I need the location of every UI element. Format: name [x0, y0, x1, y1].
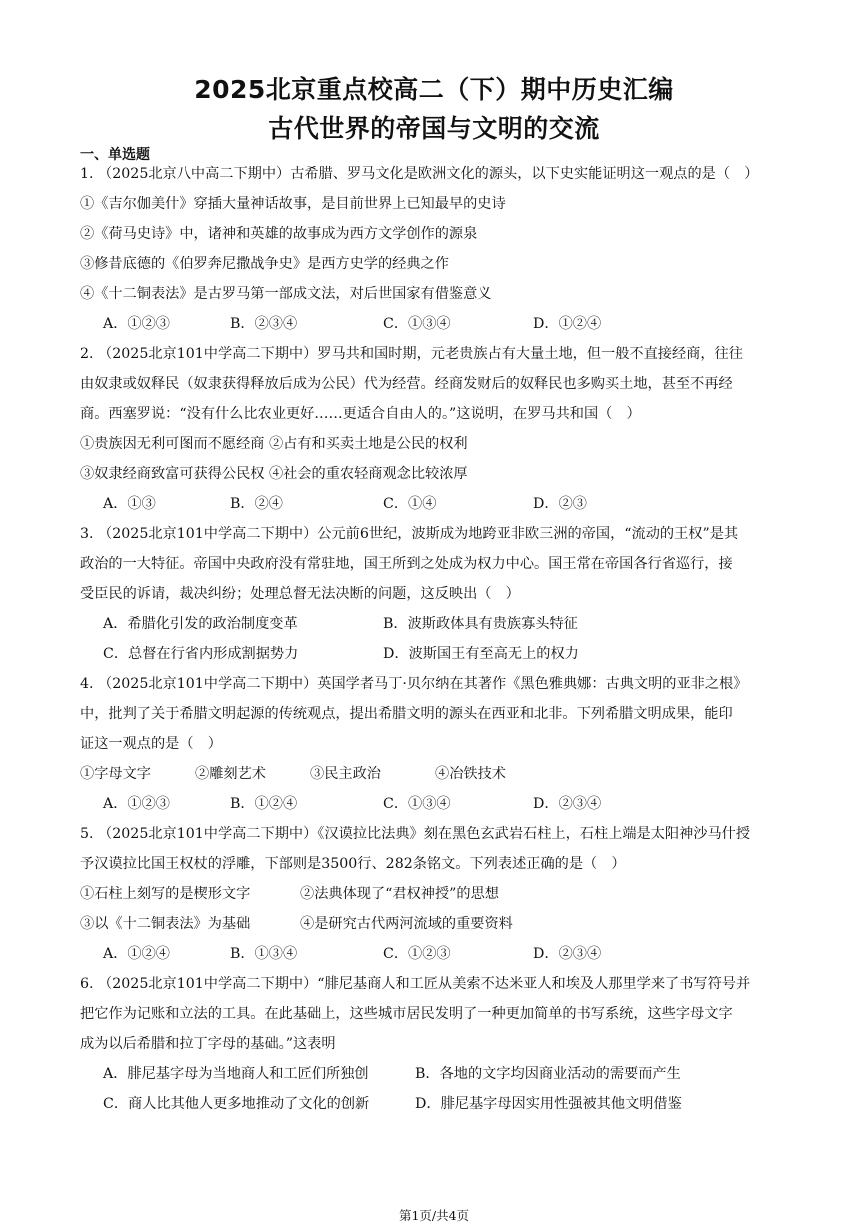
question-stem: 予汉谟拉比国王权杖的浮雕，下部则是3500行、282条铭文。下列表述正确的是（ ）	[80, 856, 626, 872]
statement-item: ③奴隶经商致富可获得公民权 ④社会的重农轻商观念比较浓厚	[80, 466, 468, 482]
option-d: D．腓尼基字母因实用性强被其他文明借鉴	[415, 1096, 682, 1112]
document-subtitle: 古代世界的帝国与文明的交流	[268, 114, 600, 143]
question-stem: 5. （2025北京101中学高二下期中）《汉谟拉比法典》刻在黑色玄武岩石柱上，石柱上端是太阳神沙马什授	[80, 826, 751, 842]
question-stem: 1. （2025北京八中高二下期中）古希腊、罗马文化是欧洲文化的源头，以下史实能证明这一观点的是（ ）	[80, 166, 759, 182]
option-a: A．①②③	[103, 316, 170, 332]
option-d: D．波斯国王有至高无上的权力	[383, 646, 579, 662]
option-c: C．①②③	[383, 946, 451, 962]
option-c: C．①③④	[383, 316, 451, 332]
option-b: B．①③④	[230, 946, 298, 962]
option-b: B．①②④	[230, 796, 298, 812]
statement-item: ①《吉尔伽美什》穿插大量神话故事，是目前世界上已知最早的史诗	[80, 196, 506, 212]
option-d: D．②③④	[533, 946, 602, 962]
option-b: B．各地的文字均因商业活动的需要而产生	[415, 1066, 681, 1082]
question-stem: 3. （2025北京101中学高二下期中）公元前6世纪，波斯成为地跨亚非欧三洲的帝国，“流动的王权”是其	[80, 526, 739, 542]
option-d: D．①②④	[533, 316, 602, 332]
question-stem: 政治的一大特征。帝国中央政府没有常驻地，国王所到之处成为权力中心。国王常在帝国各行省巡行，接	[80, 556, 733, 572]
question-stem: 商。西塞罗说：“没有什么比农业更好……更适合自由人的。”这说明，在罗马共和国（ ）	[80, 406, 641, 422]
option-a: A．①②③	[103, 796, 170, 812]
option-a: A．腓尼基字母为当地商人和工匠们所独创	[103, 1066, 369, 1082]
option-c: C．①④	[383, 496, 437, 512]
question-stem: 证这一观点的是（ ）	[80, 736, 222, 752]
question-stem: 中，批判了关于希腊文明起源的传统观点，提出希腊文明的源头在西亚和北非。下列希腊文明成果，能印	[80, 706, 733, 722]
question-stem: 6. （2025北京101中学高二下期中）“腓尼基商人和工匠从美索不达米亚人和埃及人那里学来了书写符号并	[80, 976, 751, 992]
question-stem: 4. （2025北京101中学高二下期中）英国学者马丁·贝尔纳在其著作《黑色雅典娜：古典文明的亚非之根》	[80, 676, 748, 692]
statement-item: ①石柱上刻写的是楔形文字	[80, 886, 251, 902]
question-stem: 2. （2025北京101中学高二下期中）罗马共和国时期，元老贵族占有大量土地，但一般不直接经商，往往	[80, 346, 743, 362]
option-a: A．①③	[103, 496, 156, 512]
statement-item: ②法典体现了“君权神授”的思想	[300, 886, 499, 902]
option-c: C．总督在行省内形成割据势力	[103, 646, 299, 662]
statement-item: ③民主政治	[310, 766, 381, 782]
option-b: B．②④	[230, 496, 283, 512]
statement-item: ①字母文字	[80, 766, 151, 782]
statement-item: ④是研究古代两河流域的重要资料	[300, 916, 513, 932]
option-d: D．②③	[533, 496, 587, 512]
question-stem: 把它作为记账和立法的工具。在此基础上，这些城市居民发明了一种更加简单的书写系统，这些字母文字	[80, 1006, 733, 1022]
statement-item: ②《荷马史诗》中，诸神和英雄的故事成为西方文学创作的源泉	[80, 226, 478, 242]
document-title: 2025北京重点校高二（下）期中历史汇编	[194, 75, 674, 104]
question-stem: 由奴隶或奴释民（奴隶获得释放后成为公民）代为经营。经商发财后的奴释民也多购买土地，甚至不再经	[80, 376, 733, 392]
option-a: A．①②④	[103, 946, 170, 962]
question-stem: 受臣民的诉请，裁决纠纷；处理总督无法决断的问题，这反映出（ ）	[80, 586, 520, 602]
option-b: B．波斯政体具有贵族寡头特征	[383, 616, 578, 632]
statement-item: ①贵族因无利可图而不愿经商 ②占有和买卖土地是公民的权利	[80, 436, 468, 452]
option-c: C．商人比其他人更多地推动了文化的创新	[103, 1096, 370, 1112]
option-a: A．希腊化引发的政治制度变革	[103, 616, 298, 632]
statement-item: ④冶铁技术	[435, 766, 506, 782]
question-stem: 成为以后希腊和拉丁字母的基础。”这表明	[80, 1036, 336, 1052]
statement-item: ④《十二铜表法》是古罗马第一部成文法，对后世国家有借鉴意义	[80, 286, 492, 302]
option-b: B．②③④	[230, 316, 298, 332]
section-heading: 一、单选题	[80, 147, 150, 163]
option-c: C．①③④	[383, 796, 451, 812]
page-footer: 第1页/共4页	[398, 1208, 470, 1223]
option-d: D．②③④	[533, 796, 602, 812]
statement-item: ②雕刻艺术	[195, 766, 266, 782]
statement-item: ③修昔底德的《伯罗奔尼撒战争史》是西方史学的经典之作	[80, 256, 449, 272]
statement-item: ③以《十二铜表法》为基础	[80, 916, 251, 932]
